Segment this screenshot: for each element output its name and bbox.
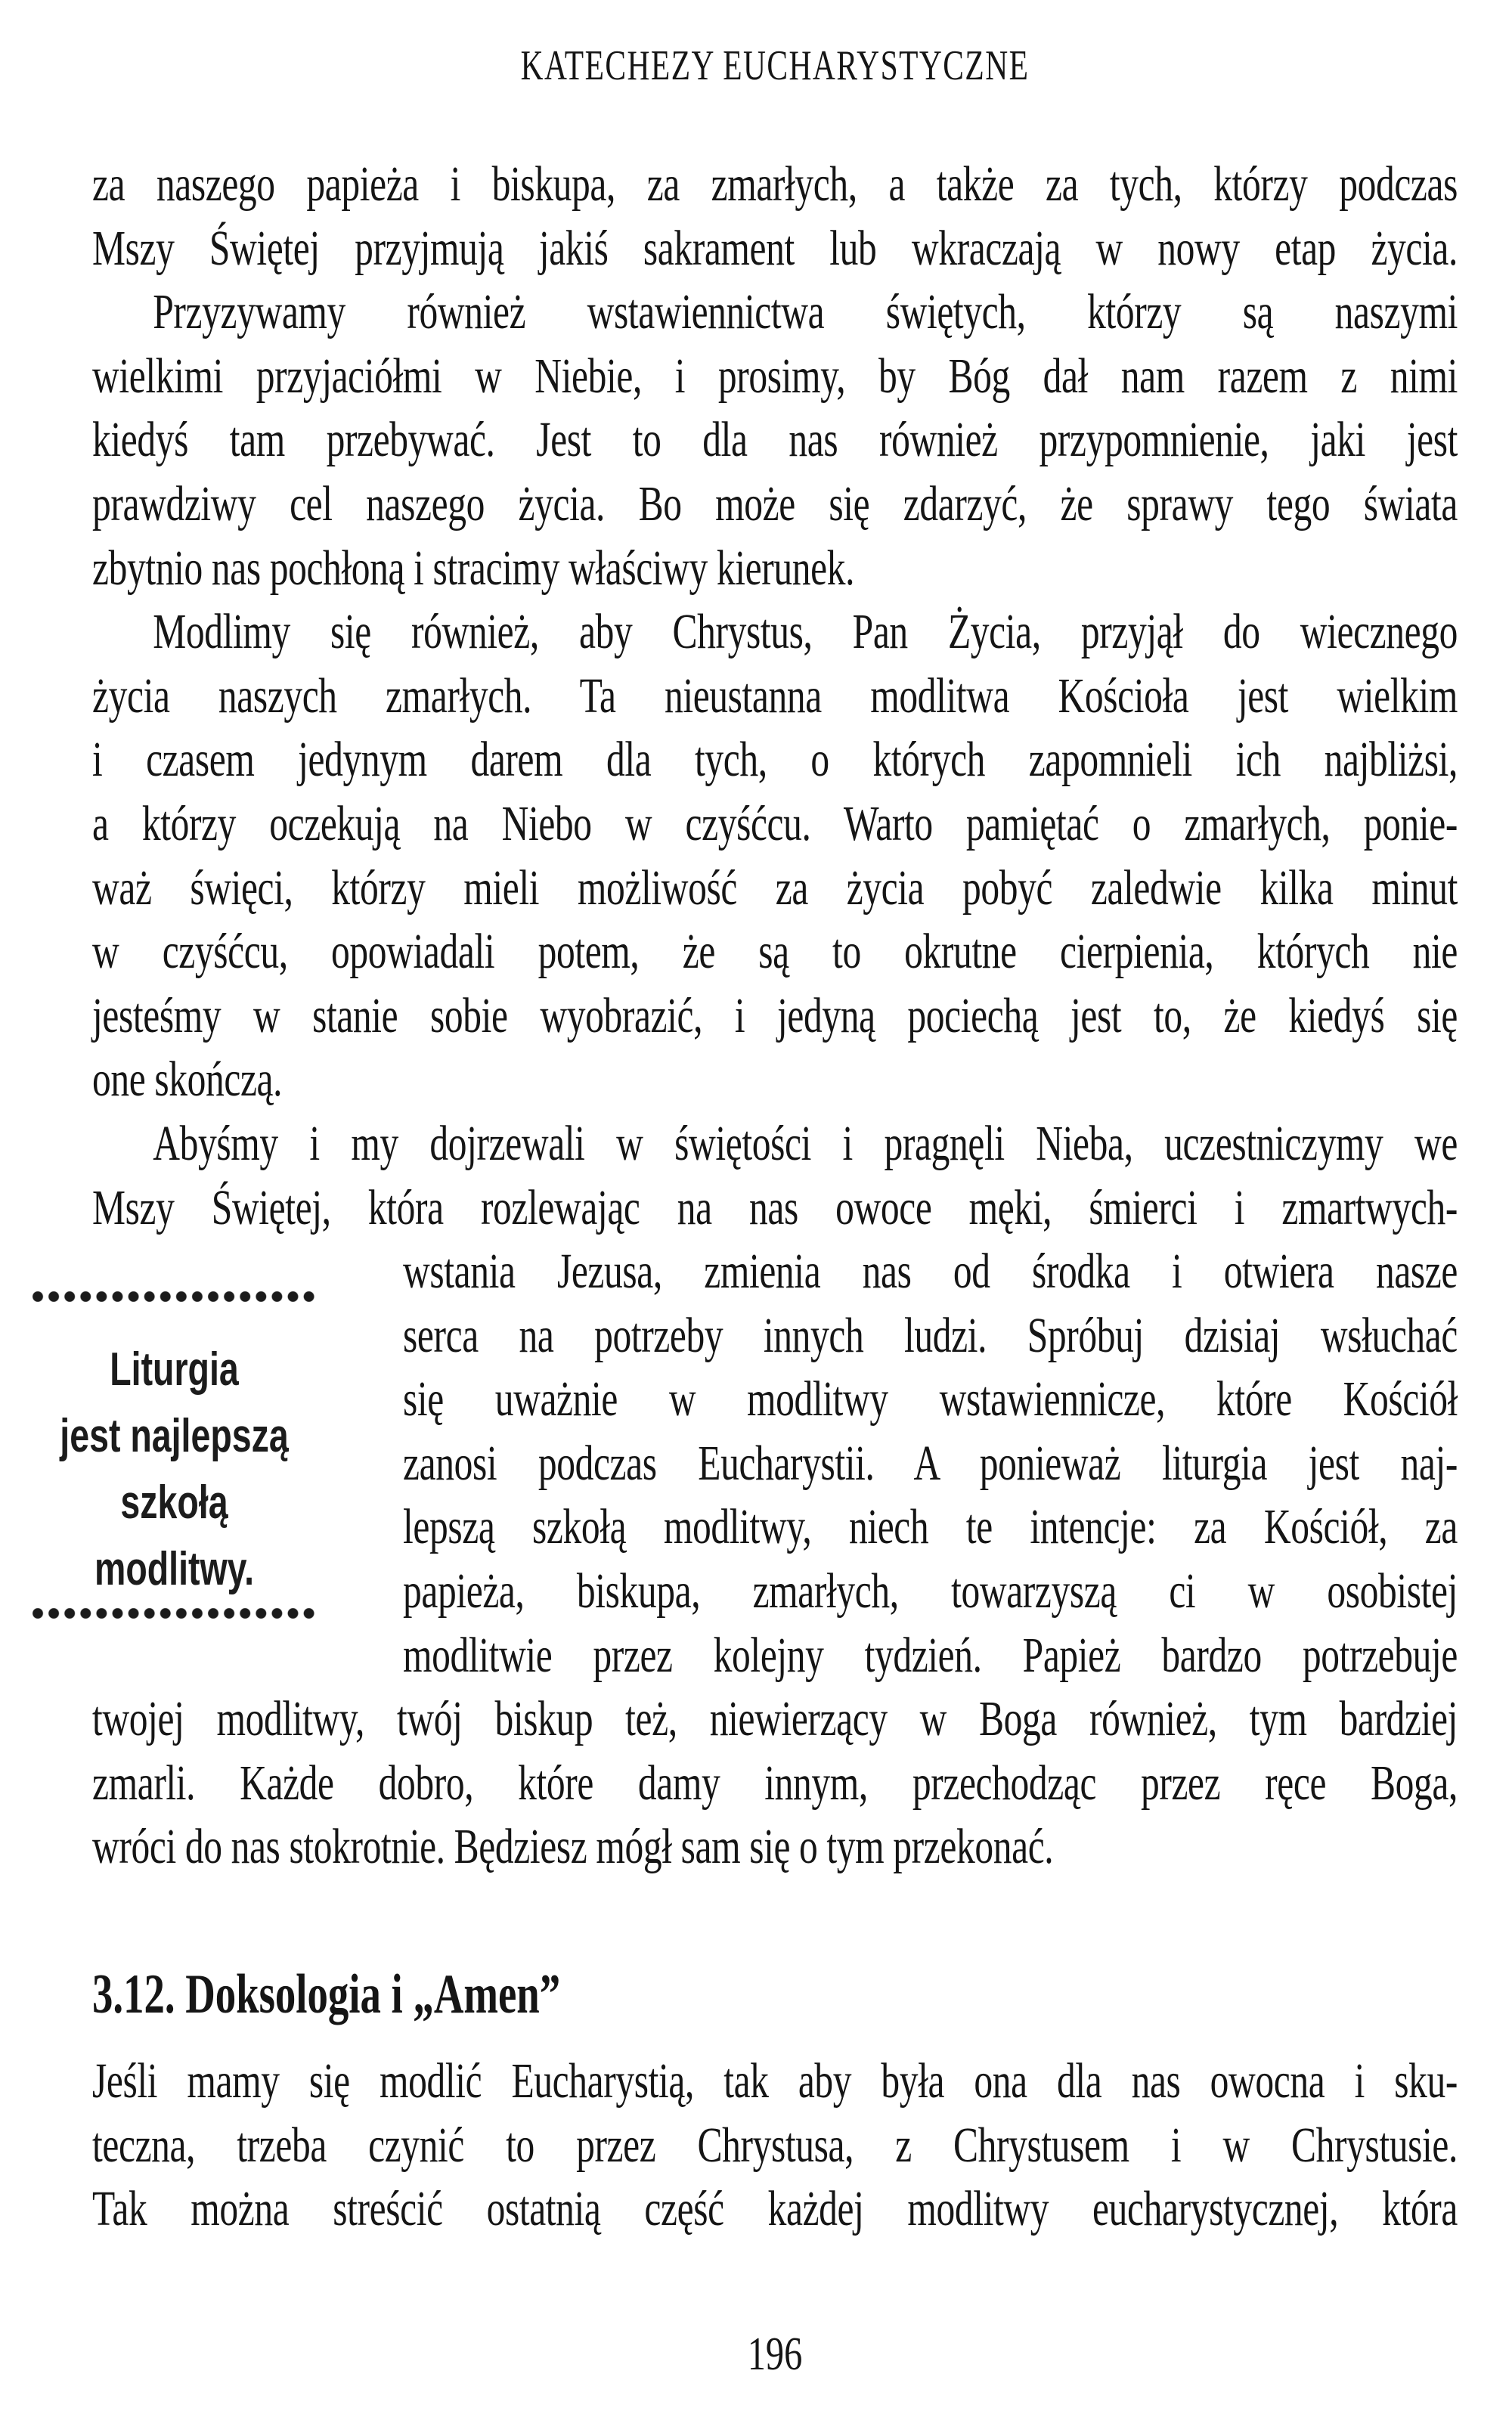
body-text-line: życia naszych zmarłych. Ta nieustanna modlitwa Kościoła jest wielkim (92, 668, 1458, 724)
pull-quote-line: modlitwy. (94, 1543, 254, 1595)
pull-quote (30, 1337, 318, 1603)
body-text-line: Tak można streścić ostatnią część każdej modlitwy eucharystycznej, która (92, 2181, 1458, 2237)
body-text-line: zanosi podczas Eucharystii. A ponieważ liturgia jest naj- (403, 1435, 1458, 1491)
body-text-line: a którzy oczekują na Niebo w czyśćcu. Warto pamiętać o zmarłych, ponie- (92, 795, 1458, 851)
body-text-line: Przyzywamy również wstawiennictwa świętych, którzy są naszymi (153, 284, 1458, 340)
body-text-line: Abyśmy i my dojrzewali w świętości i pragnęli Nieba, uczestniczymy we (153, 1115, 1458, 1171)
body-text-line: papieża, biskupa, zmarłych, towarzyszą ci w osobistej (403, 1563, 1458, 1619)
body-text-line: zmarli. Każde dobro, które damy innym, przechodząc przez ręce Boga, (92, 1755, 1458, 1811)
body-text-line: wielkimi przyjaciółmi w Niebie, i prosimy, by Bóg dał nam razem z nimi (92, 348, 1458, 404)
running-header: KATECHEZY EUCHARYSTYCZNE (520, 42, 1030, 89)
body-text-block (92, 153, 1458, 1879)
body-text-line: kiedyś tam przebywać. Jest to dla nas również przypomnienie, jaki jest (92, 412, 1458, 468)
body-text-line: modlitwie przez kolejny tydzień. Papież bardzo potrzebuje (403, 1627, 1458, 1683)
pull-quote-line: szkołą (120, 1477, 228, 1529)
body-text-line: zbytnio nas pochłoną i stracimy właściwy kierunek. (92, 540, 855, 596)
body-text-line: waż święci, którzy mieli możliwość za życia pobyć zaledwie kilka minut (92, 860, 1458, 916)
section-paragraph-block (92, 2050, 1458, 2242)
dotted-divider-bottom (32, 1607, 318, 1619)
body-text-line: Mszy Świętej przyjmują jakiś sakrament lub wkraczają w nowy etap życia. (92, 220, 1458, 276)
dotted-divider-top (32, 1291, 318, 1303)
body-text-line: i czasem jedynym darem dla tych, o których zapomnieli ich najbliżsi, (92, 732, 1458, 788)
body-text-line: za naszego papieża i biskupa, za zmarłych, a także za tych, którzy podczas (92, 156, 1458, 212)
body-text-line: lepszą szkołą modlitwy, niech te intencje: za Kościół, za (403, 1499, 1458, 1555)
body-text-line: wstania Jezusa, zmienia nas od środka i otwiera nasze (403, 1244, 1458, 1300)
body-text-line: w czyśćcu, opowiadali potem, że są to okrutne cierpienia, których nie (92, 924, 1458, 980)
body-text-line: Jeśli mamy się modlić Eucharystią, tak aby była ona dla nas owocna i sku- (92, 2053, 1458, 2109)
pull-quote-line: jest najlepszą (60, 1410, 289, 1462)
body-text-line: Mszy Świętej, która rozlewając na nas owoce męki, śmierci i zmartwych- (92, 1179, 1458, 1235)
pull-quote-line: Liturgia (110, 1343, 239, 1396)
body-text-line: wróci do nas stokrotnie. Będziesz mógł sam się o tym przekonać. (92, 1819, 1054, 1875)
body-text-line: jesteśmy w stanie sobie wyobrazić, i jedyną pociechą jest to, że kiedyś się (92, 987, 1458, 1043)
body-text-line: twojej modlitwy, twój biskup też, niewierzący w Boga również, tym bardziej (92, 1691, 1458, 1747)
body-text-line: teczna, trzeba czynić to przez Chrystusa, z Chrystusem i w Chrystusie. (92, 2117, 1458, 2173)
body-text-line: serca na potrzeby innych ludzi. Spróbuj dzisiaj wsłuchać (403, 1307, 1458, 1363)
section-heading: 3.12. Doksologia i „Amen” (92, 1963, 561, 2025)
body-text-line: one skończą. (92, 1052, 283, 1108)
body-text-line: prawdziwy cel naszego życia. Bo może się zdarzyć, że sprawy tego świata (92, 476, 1458, 531)
body-text-line: się uważnie w modlitwy wstawiennicze, które Kościół (403, 1371, 1458, 1427)
body-text-line: Modlimy się również, aby Chrystus, Pan Życia, przyjął do wiecznego (153, 604, 1458, 660)
page-number: 196 (747, 2329, 803, 2380)
